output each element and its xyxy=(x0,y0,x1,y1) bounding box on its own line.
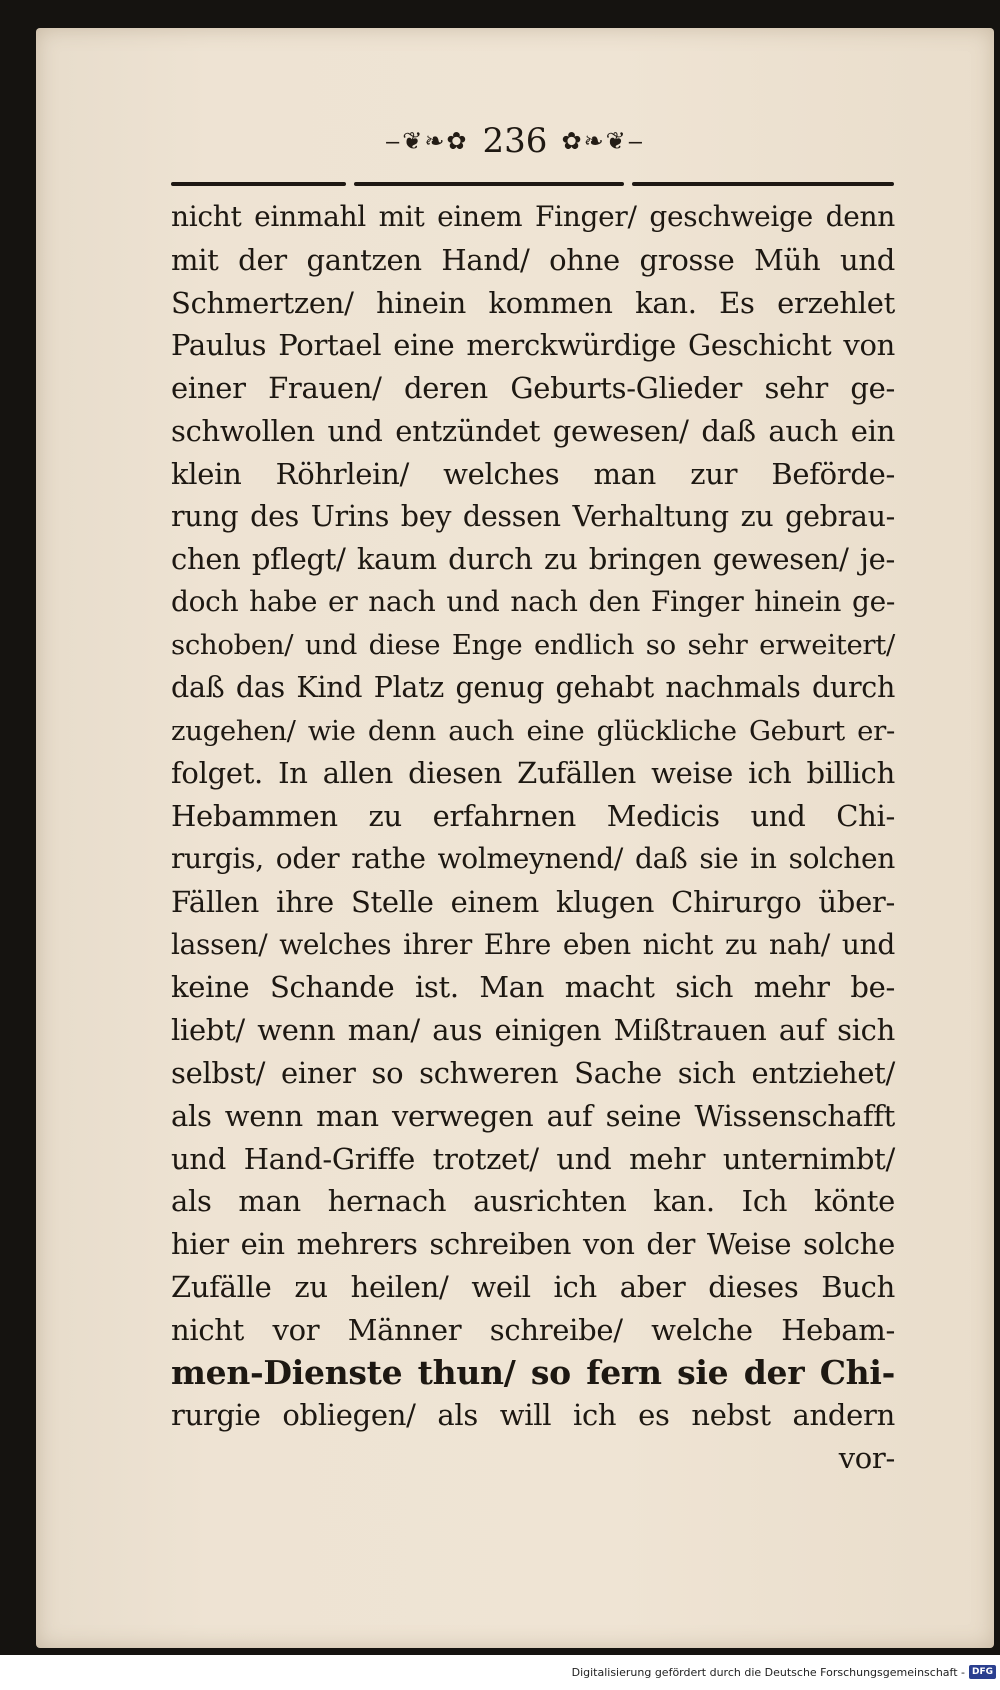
text-line: liebt/ wenn man/ aus einigen Mißtrauen auf sich xyxy=(171,1013,895,1048)
text-line: hier ein mehrers schreiben von der Weise solche xyxy=(171,1227,895,1262)
text-line: klein Röhrlein/ welches man zur Beförde- xyxy=(171,456,895,491)
text-line: folget. In allen diesen Zufällen weise ich billich xyxy=(171,756,895,791)
text-line: und Hand-Griffe trotzet/ und mehr unternimbt/ xyxy=(171,1141,895,1176)
text-line: als wenn man verwegen auf seine Wissenschafft xyxy=(171,1098,895,1133)
text-line: schwollen und entzündet gewesen/ daß auch ein xyxy=(171,413,895,448)
text-line: doch habe er nach und nach den Finger hinein ge- xyxy=(171,585,895,619)
text-line: chen pflegt/ kaum durch zu bringen gewesen/ je- xyxy=(171,542,895,577)
header-rule xyxy=(354,182,624,186)
text-line: selbst/ einer so schweren Sache sich entziehet/ xyxy=(171,1055,895,1090)
text-line: rung des Urins bey dessen Verhaltung zu gebrau- xyxy=(171,499,895,533)
text-line: keine Schande ist. Man macht sich mehr be- xyxy=(171,970,895,1005)
text-line: mit der gantzen Hand/ ohne grosse Müh und xyxy=(171,242,895,277)
text-line: men-Dienste thun/ so fern sie der Chi- xyxy=(171,1352,895,1392)
dfg-logo-icon: DFG xyxy=(969,1665,996,1679)
body-text xyxy=(171,196,895,1480)
digitization-footer xyxy=(0,1660,996,1684)
text-line: Zufälle zu heilen/ weil ich aber dieses Buch xyxy=(171,1269,895,1304)
text-line: zugehen/ wie denn auch eine glückliche Geburt er- xyxy=(171,714,895,747)
text-line: daß das Kind Platz genug gehabt nachmals durch xyxy=(171,670,895,704)
footer-credit: Digitalisierung gefördert durch die Deutsche Forschungsgemeinschaft - xyxy=(571,1665,965,1679)
header-rule xyxy=(632,182,894,186)
book-page xyxy=(36,28,994,1648)
text-line: nicht vor Männer schreibe/ welche Hebam- xyxy=(171,1312,895,1347)
text-line: rurgie obliegen/ als will ich es nebst andern xyxy=(171,1398,895,1433)
header-rule xyxy=(171,182,346,186)
text-line: rurgis, oder rathe wolmeynend/ daß sie in solchen xyxy=(171,841,895,875)
text-line: Paulus Portael eine merckwürdige Geschicht von xyxy=(171,328,895,363)
text-line: nicht einmahl mit einem Finger/ geschweige denn xyxy=(171,200,895,233)
page-number: 236 xyxy=(482,121,548,161)
text-line: schoben/ und diese Enge endlich so sehr erweitert/ xyxy=(171,628,895,661)
text-line: Schmertzen/ hinein kommen kan. Es erzehlet xyxy=(171,285,895,320)
text-line: einer Frauen/ deren Geburts-Glieder sehr ge- xyxy=(171,371,895,406)
text-line: lassen/ welches ihrer Ehre eben nicht zu nah/ und xyxy=(171,927,895,961)
ornament-left: ‒❦❧✿ xyxy=(384,127,469,155)
text-line: Hebammen zu erfahrnen Medicis und Chi- xyxy=(171,799,895,834)
text-line: Fällen ihre Stelle einem klugen Chirurgo über- xyxy=(171,884,895,919)
page-header xyxy=(36,116,994,166)
ornament-right: ✿❧❦‒ xyxy=(561,127,646,155)
catchword: vor- xyxy=(838,1441,895,1476)
text-line: als man hernach ausrichten kan. Ich könte xyxy=(171,1184,895,1219)
